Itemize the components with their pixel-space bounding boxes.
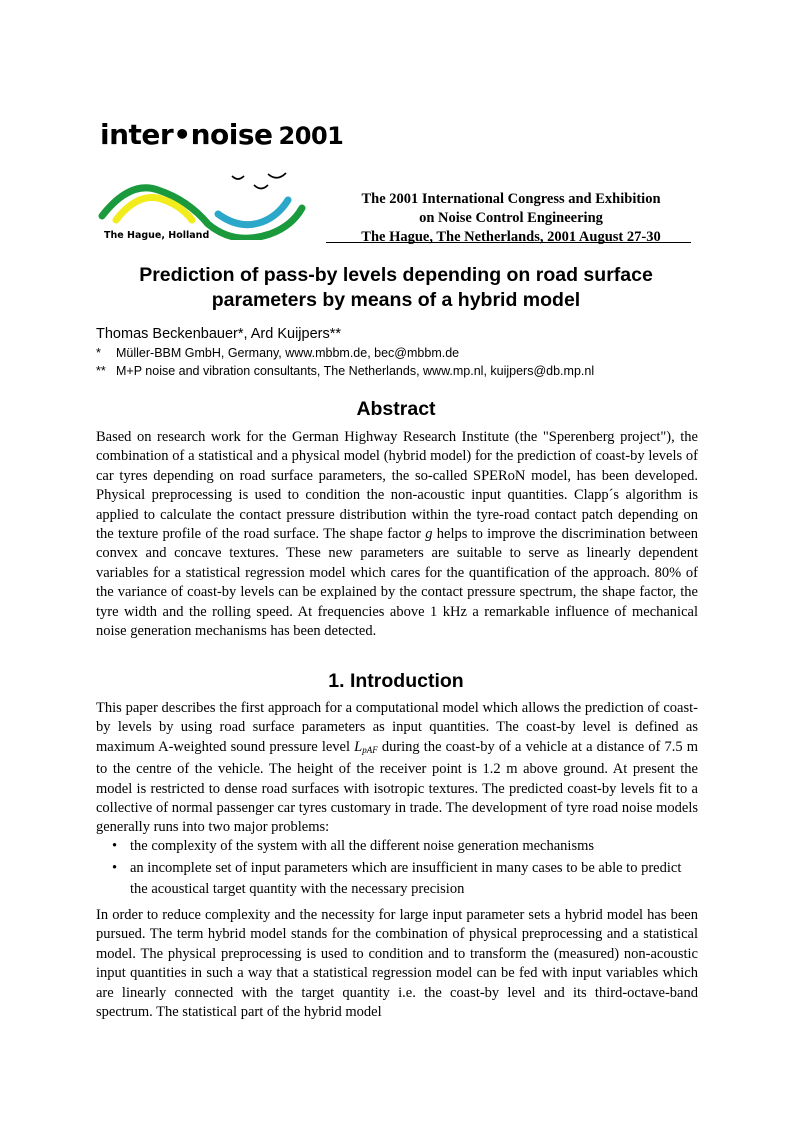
congress-info — [330, 190, 692, 247]
introduction-paragraph-2: In order to reduce complexity and the necessity for large input parameter sets a hybrid model has been pursued. The term hybrid model stands for the combination of physical preprocessing and a statistical model. The physical preprocessing is used to condition and to transform the (measured) non-acoustic input quantities in such a way that a statistical regression model can be fed with input variables which are linearly connected with the target quantity i.e. the coast-by level and its third-octave-band spectrum. The statistical part of the hybrid model — [96, 907, 698, 1021]
logo-smile-left — [232, 176, 244, 179]
congress-line-3: The Hague, The Netherlands, 2001 August 27-30 — [361, 229, 661, 245]
congress-line-1: The 2001 International Congress and Exhibition — [361, 191, 661, 207]
logo-cyan-wave — [218, 200, 288, 225]
authors: Thomas Beckenbauer*, Ard Kuijpers** — [96, 326, 342, 342]
logo-city-text: The Hague, Holland — [104, 230, 210, 241]
intro-p1-text-a: This paper describes the first approach for a computational model which allows the prediction of coast-by levels by using road surface parameters as input quantities. The coast-by level is defined as maximum A-weighted sound pressure level — [96, 700, 698, 755]
level-subscript: pAF — [362, 744, 378, 755]
affiliation-1-mark: * — [96, 346, 101, 360]
level-symbol: L — [354, 738, 363, 755]
bullet-icon: • — [112, 859, 118, 876]
abstract-heading: Abstract — [356, 398, 436, 420]
list-item — [110, 858, 698, 901]
affiliation-1-text: Müller-BBM GmbH, Germany, www.mbbm.de, bec@mbbm.de — [116, 346, 460, 360]
shape-factor-variable: g — [425, 526, 433, 543]
abstract-paragraph — [96, 428, 698, 641]
list-item — [110, 836, 698, 858]
paper-title — [96, 263, 696, 313]
list-item-text: the complexity of the system with all the different noise generation mechanisms — [130, 838, 595, 854]
header-divider — [326, 242, 691, 243]
logo-main-text: inter•noise — [100, 118, 273, 151]
affiliation-2 — [96, 364, 594, 378]
logo-smile-right — [268, 173, 286, 178]
logo-year-text: 2001 — [278, 122, 344, 150]
list-item-text: an incomplete set of input parameters which are insufficient in many cases to be able to predict the acoustical target quantity with the necessary precision — [130, 859, 682, 897]
abstract-text-b: helps to improve the discrimination between convex and concave textures. These new parameters are suitable to serve as linearly dependent variables for a statistical regression model which cares for the quantification of the approach. 80% of the variance of coast-by levels can be explained by the contact pressure spectrum, the shape factor, the tyre width and the rolling speed. At frequencies above 1 kHz a remarkable influence of mechanical noise generation mechanisms has been detected. — [96, 526, 699, 640]
paper-title-line-1: Prediction of pass-by levels depending on road surface — [139, 264, 653, 286]
abstract-text-a: Based on research work for the German Highway Research Institute (the "Sperenberg project"), the combination of a statistical and a physical model (hybrid model) for the prediction of coast-by levels of car tyres depending on road surface parameters, the so-called SPERoN model, has been developed. Physical preprocessing is used to condition the non-acoustic input quantities. Clapp´s algorithm is applied to calculate the contact pressure distribution within the tyre-road contact patch depending on the texture profile of the road surface. The shape factor — [96, 429, 698, 543]
affiliation-2-text: M+P noise and vibration consultants, The Netherlands, www.mp.nl, kuijpers@db.mp.nl — [116, 364, 595, 378]
introduction-paragraph-1 — [96, 699, 698, 838]
affiliation-2-mark: ** — [96, 364, 106, 378]
paper-title-line-2: parameters by means of a hybrid model — [211, 289, 581, 311]
bullet-icon: • — [112, 838, 118, 854]
logo-smile-middle — [254, 185, 268, 189]
intro-p1-text-b: during the coast-by of a vehicle at a distance of 7.5 m to the centre of the vehicle. The height of the receiver point is 1.2 m above ground. At present the model is restricted to dense road surfaces with isotropic textures. The predicted coast-by levels fit to a collective of normal passenger car tyres customary in trade. The development of tyre road noise models generally runs into two major problems: — [96, 738, 698, 836]
introduction-heading: 1. Introduction — [328, 670, 464, 692]
congress-line-2: on Noise Control Engineering — [419, 210, 603, 226]
problem-list — [110, 836, 698, 901]
conference-logo-text — [100, 120, 343, 151]
affiliation-1 — [96, 346, 459, 360]
